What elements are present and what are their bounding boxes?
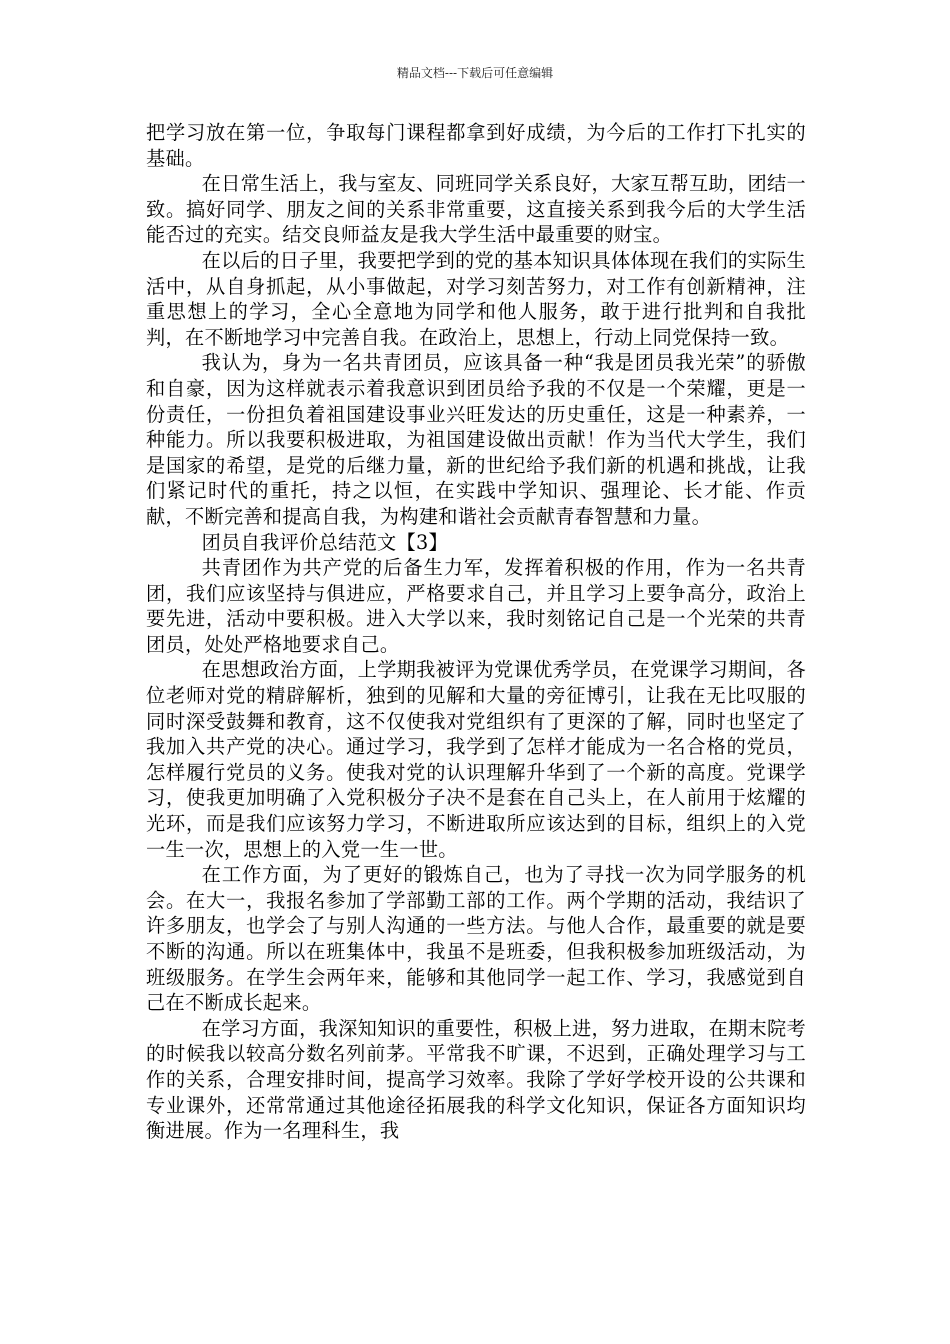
paragraph: 我认为，身为一名共青团员，应该具备一种“我是团员我光荣”的骄傲和自豪，因为这样就表示着我意识到团员给予我的不仅是一个荣耀，更是一份责任，一份担负着祖国建设事业兴旺发达的历史重任，这是一种素养，一种能力。所以我要积极进取，为祖国建设做出贡献！作为当代大学生，我们是国家的希望，是党的后继力量，新的世纪给予我们新的机遇和挑战，让我们紧记时代的重托，持之以恒，在实践中学知识、强理论、长才能、作贡献，不断完善和提高自我，为构建和谐社会贡献青春智慧和力量。	[146, 351, 806, 528]
paragraph: 在工作方面，为了更好的锻炼自己，也为了寻找一次为同学服务的机会。在大一，我报名参加了学部勤工部的工作。两个学期的活动，我结识了许多朋友，也学会了与别人沟通的一些方法。与他人合作，最重要的就是要不断的沟通。所以在班集体中，我虽不是班委，但我积极参加班级活动，为班级服务。在学生会两年来，能够和其他同学一起工作、学习，我感觉到自己在不断成长起来。	[146, 863, 806, 1015]
paragraph: 共青团作为共产党的后备生力军，发挥着积极的作用，作为一名共青团，我们应该坚持与俱进应，严格要求自己，并且学习上要争高分，政治上要先进，活动中要积极。进入大学以来，我时刻铭记自己是一个光荣的共青团员，处处严格地要求自己。	[146, 556, 806, 656]
paragraph: 在以后的日子里，我要把学到的党的基本知识具体体现在我们的实际生活中，从自身抓起，从小事做起，对学习刻苦努力，对工作有创新精神，注重思想上的学习，全心全意地为同学和他人服务，敢于进行批判和自我批判，在不断地学习中完善自我。在政治上，思想上，行动上同党保持一致。	[146, 248, 806, 349]
paragraph: 把学习放在第一位，争取每门课程都拿到好成绩，为今后的工作打下扎实的基础。	[146, 121, 806, 170]
paragraph: 在学习方面，我深知知识的重要性，积极上进，努力进取，在期末院考的时候我以较高分数名列前茅。平常我不旷课，不迟到，正确处理学习与工作的关系，合理安排时间，提高学习效率。我除了学好学校开设的公共课和专业课外，还常常通过其他途径拓展我的科学文化知识，保证各方面知识均衡进展。作为一名理科生，我	[146, 1016, 806, 1143]
document-body	[146, 120, 806, 1144]
page-header: 精品文档---下载后可任意编辑	[396, 66, 554, 80]
paragraph: 在思想政治方面，上学期我被评为党课优秀学员，在党课学习期间，各位老师对党的精辟解析，独到的见解和大量的旁征博引，让我在无比叹服的同时深受鼓舞和教育，这不仅使我对党组织有了更深的了解，同时也坚定了我加入共产党的决心。通过学习，我学到了怎样才能成为一名合格的党员，怎样履行党员的义务。使我对党的认识理解升华到了一个新的高度。党课学习，使我更加明确了入党积极分子决不是套在自己头上，在人前用于炫耀的光环，而是我们应该努力学习，不断进取所应该达到的目标，组织上的入党一生一次，思想上的入党一生一世。	[146, 658, 806, 861]
section-heading: 团员自我评价总结范文【3】	[201, 530, 449, 554]
paragraph: 在日常生活上，我与室友、同班同学关系良好，大家互帮互助，团结一致。搞好同学、朋友之间的关系非常重要，这直接关系到我今后的大学生活能否过的充实。结交良师益友是我大学生活中最重要的财宝。	[146, 172, 806, 247]
